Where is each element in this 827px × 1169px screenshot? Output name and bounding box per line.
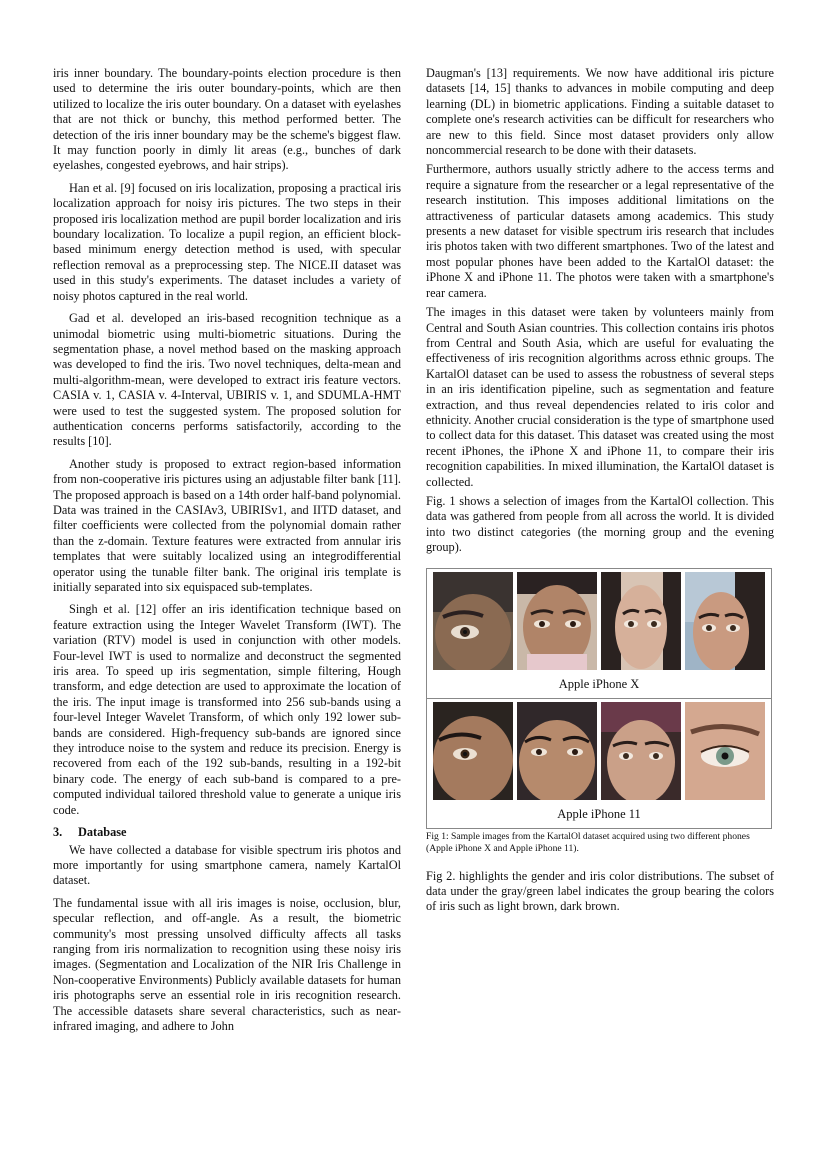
paragraph: Another study is proposed to extract region-based information from non-cooperative iris pictures using an adjustable filter bank [11]. The proposed approach is based on a 14th order half-band polynomial. Data was trained in the CASIAv3, UBIRISv1, and IITD dataset, and filter coefficients were collected from the polynomial domain rather than the z-domain. Texture features were extracted from annular iris templates that were suitably localized using an integrodifferential operator using the tunable filter bank. The original iris template is initially separated into six equispaced sub-templates. <box>53 456 401 594</box>
paragraph: Daugman's [13] requirements. We now have additional iris picture datasets [14, 15] thanks to advances in mobile computing and deep learning (DL) in biometric applications. Finding a suitable dataset to complete one's research activities can be difficult for researchers who are new to this field. Since most dataset providers only allow noncommercial research to be done with their datasets. <box>426 66 774 158</box>
figure-row-iphone-11 <box>427 699 771 828</box>
section-title: Database <box>78 825 127 840</box>
paragraph: Fig 2. highlights the gender and iris color distributions. The subset of data under the gray/green label indicates the group bearing the colors of iris such as light brown, dark brown. <box>426 868 774 914</box>
figure-1 <box>426 568 772 829</box>
figure-caption: Fig 1: Sample images from the KartalOl dataset acquired using two different phones (Apple iPhone X and Apple iPhone 11). <box>426 830 750 854</box>
eye-photo <box>517 702 597 800</box>
eye-photo <box>517 572 597 670</box>
section-heading <box>53 825 401 840</box>
figure-label: Apple iPhone 11 <box>557 806 641 821</box>
section-number: 3. <box>53 825 63 840</box>
figure-label: Apple iPhone X <box>558 676 640 691</box>
eye-photo <box>433 572 513 670</box>
right-column <box>426 66 774 922</box>
paragraph: Gad et al. developed an iris-based recognition technique as a unimodal biometric using multi-biometric situations. During the segmentation phase, a novel method based on the masking approach was developed to find the iris. Two novel techniques, delta-mean and multi-algorithm-mean, were developed to extract iris feature vectors. CASIA v. 1, CASIA v. 4-Interval, UBIRIS v. 1, and SDUMLA-HMT were used to test the suggested system. The proposed solution for authentication concerns performs satisfactorily, according to the results [10]. <box>53 311 401 449</box>
paragraph: iris inner boundary. The boundary-points election procedure is then used to determine the iris outer boundary-points, which are then utilized to localize the iris outer boundary. On a dataset with eyelashes that are not thick or bunchy, this method performed better. The detection of the iris inner boundary may be the scheme's biggest flaw. It may function poorly in dimly lit areas (e.g., bunches of dark eyelashes, congested eyebrows, and hair strips). <box>53 66 401 173</box>
paragraph: Furthermore, authors usually strictly adhere to the access terms and require a signature from the researcher or a legal representative of the research institution. This imposes additional limitations on the attractiveness of particular datasets among academics. This study presents a new dataset for visible spectrum iris research that includes iris photos taken with two different smartphones. Two of the latest and most popular phones have been added to the KartalOl dataset: the iPhone X and iPhone 11. The photos were taken with a smartphone's rear camera. <box>426 162 774 300</box>
paragraph: The fundamental issue with all iris images is noise, occlusion, blur, specular reflection, and off-angle. As a result, the biometric community's most pressing unsolved difficulty affects all tasks ranging from iris normalization to recognition using these noisy iris images. (Segmentation and Localization of the NIR Iris Challenge in Non-cooperative Environments) Publicly available datasets for human iris photographs serve an essential role in iris recognition research. The accessible datasets share several characteristics, such as near-infrared imaging, and adhere to John <box>53 895 401 1033</box>
figure-row-iphone-x <box>427 569 771 699</box>
paragraph: Han et al. [9] focused on iris localization, proposing a practical iris localization approach for noisy iris pictures. The two steps in their proposed iris localization method are pupil border localization and iris boundary localization. To localize a pupil region, an efficient block-based minimum energy detection method is used, with specular reflection removal as a preprocessing step. The NICE.II dataset was used in this study's experiments. The dataset includes a variety of noisy photos captured in the real world. <box>53 180 401 303</box>
eye-photo <box>433 702 513 800</box>
paragraph: Singh et al. [12] offer an iris identification technique based on feature extraction using the Integer Wavelet Transform (IWT). The variation (RTV) model is used in conjunction with other models. Four-level IWT is used to normalize and deconstruct the segmented iris area. To speed up iris segmentation, simple filtering, Hough transform, and edge detection are used to approximate the location of the iris. The input image is transformed into 256 sub-bands using a four-level Integer Wavelet Transform, of which only 192 lower sub-bands are considered. High-frequency sub-bands are ignored since they introduce noise to the system and reduce its precision. Energy is recovered from each of the 192 sub-bands, resulting in a 192-bit binary code. The energy of each sub-band is compared to a pre-computed individual tailored threshold value to generate a unique iris code. <box>53 602 401 817</box>
paragraph: The images in this dataset were taken by volunteers mainly from Central and South Asian countries. This collection contains iris photos from Central and South Asia, which are useful for evaluating the effectiveness of iris recognition algorithms across ethnic groups. The KartalOl dataset can be used to assess the robustness of several steps in an iris identification pipeline, such as segmentation and feature extraction, and thus reveal dependencies related to iris color and ethnicity. Another crucial consideration is the type of smartphone used to collect data for this dataset. This dataset was created using the most recent iPhones, the iPhone X and iPhone 11, to compare their iris recognition capabilities. In mixed illumination, the KartalOl dataset is collected. <box>426 305 774 489</box>
left-column <box>53 66 401 1041</box>
eye-photo <box>601 572 681 670</box>
paragraph: We have collected a database for visible spectrum iris photos and more importantly for using smartphone camera, namely KartalOl dataset. <box>53 842 401 888</box>
paragraph: Fig. 1 shows a selection of images from the KartalOl collection. This data was gathered from people from all across the world. It is divided into two distinct categories (the morning group and the evening group). <box>426 493 774 555</box>
eye-photo <box>685 572 765 670</box>
eye-photo <box>685 702 765 800</box>
eye-photo <box>601 702 681 800</box>
